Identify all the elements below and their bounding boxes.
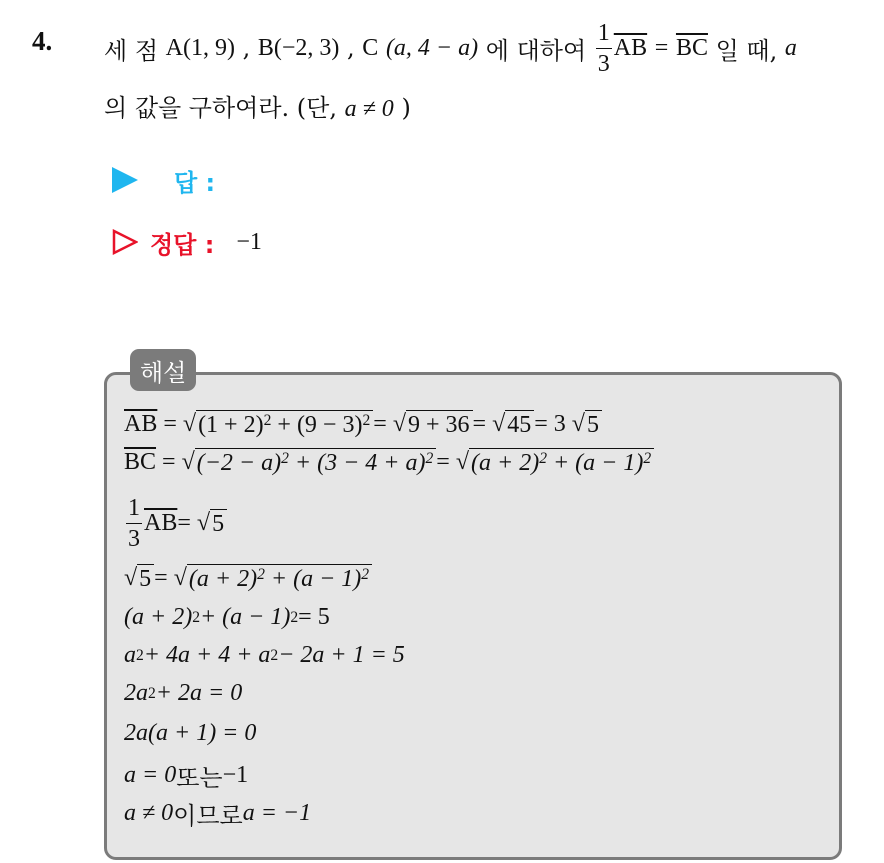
question-line-1: 세 점 A(1, 9) , B(−2, 3) , C (a, 4 − a) 에 대하여 $\frac{1}{3}$ $\overline{AB}$ = $\overline{BC}$ 일 때, a	[104, 19, 797, 77]
equals: =	[154, 564, 168, 591]
term: = 5	[298, 604, 330, 630]
sqrt-expr: 9 + 36	[406, 410, 473, 438]
term: a = 0	[124, 762, 177, 788]
equals-sign: =	[654, 34, 669, 61]
korean-therefore: 이므로	[173, 802, 243, 830]
equals: =	[472, 410, 487, 437]
sqrt-expr: 5	[210, 509, 227, 537]
solution-line-7: 2a 2 + 2a = 0	[124, 680, 243, 706]
exponent: 2	[539, 449, 547, 467]
term: (a + 2)	[471, 450, 540, 476]
point-b: B(−2, 3)	[257, 34, 340, 61]
sqrt-expr: 5	[137, 564, 154, 592]
question-number: 4.	[32, 26, 53, 56]
sqrt-expr	[469, 448, 654, 476]
term: (a + 2)	[124, 604, 193, 630]
korean-or: 또는	[176, 764, 223, 792]
condition: a ≠ 0	[344, 96, 394, 122]
term: + 2a = 0	[155, 680, 243, 706]
solution-line-4: √ 5 = √ $(a + 2)^2 + (a - 1)^2$	[124, 564, 372, 592]
solution-line-6: a 2 + 4a + 4 + a 2 − 2a + 1 = 5	[124, 642, 405, 668]
question-text-prefix: 세 점	[104, 36, 158, 65]
solution-line-2: $\overline{BC}$ = √ $(-2 - a)^2 + (3 - 4 + a)^2$ = √ $(a + 2)^2 + (a - 1)^2$	[124, 448, 654, 476]
segment-ab: $\overline{AB}$	[144, 510, 178, 536]
equals: =	[177, 510, 191, 536]
term: (9 − 3)	[296, 412, 363, 438]
equals: =	[163, 410, 177, 437]
correct-answer-row	[112, 224, 262, 260]
answer-label: 답 :	[174, 168, 216, 197]
solution-line-9	[124, 758, 248, 793]
equals: =	[436, 448, 450, 475]
outline-triangle-icon	[112, 229, 138, 255]
exponent: 2	[425, 449, 434, 467]
coefficient: = 3	[534, 410, 566, 437]
segment-ab: $\overline{AB}$	[124, 410, 158, 437]
solution-tab: 해설	[130, 349, 196, 391]
fraction-one-third	[596, 21, 612, 76]
point-a: A(1, 9)	[165, 34, 235, 61]
play-arrow-icon	[112, 167, 138, 193]
exponent: 2	[643, 449, 652, 467]
term: (a + 2)	[188, 566, 258, 592]
sqrt-expr: 45	[505, 410, 534, 438]
question-text-suffix: 일 때,	[715, 36, 778, 65]
term: + 4a + 4 + a	[143, 642, 271, 668]
term: + (a − 1)	[546, 450, 644, 476]
answer-row	[112, 162, 215, 198]
exponent: 2	[361, 565, 370, 583]
fraction-denominator: 3	[597, 50, 610, 77]
term: + (a − 1)	[199, 604, 291, 630]
exponent: 2	[281, 449, 289, 467]
term: a	[124, 642, 136, 668]
equals: =	[373, 410, 387, 437]
solution-line-1: $\overline{AB}$ = √ $(1 + 2)^2 + (9 - 3)^2$ = √ 9 + 36 = √ 45 = 3 √ 5	[124, 410, 602, 438]
segment-ab: $\overline{AB}$	[613, 34, 648, 61]
variable-a: a	[784, 34, 797, 61]
sqrt-expr	[196, 410, 373, 438]
term: a = −1	[242, 800, 312, 826]
correct-answer-value: −1	[236, 228, 262, 255]
fraction-numerator: 1	[126, 496, 142, 524]
solution-line-5: (a + 2) 2 + (a − 1) 2 = 5	[124, 604, 330, 630]
solution-line-8: 2a(a + 1) = 0	[124, 720, 257, 746]
term: (−2 − a)	[196, 450, 282, 476]
plus: +	[271, 412, 297, 438]
question-text-mid: 에 대하여	[485, 36, 587, 65]
solution-line-3: $\frac{1}{3}$ $\overline{AB}$ = √ 5	[124, 496, 227, 551]
segment-bc: $\overline{BC}$	[124, 448, 157, 475]
point-c-label: C	[362, 34, 379, 61]
term: − 2a + 1 = 5	[278, 642, 405, 668]
term: a ≠ 0	[124, 800, 174, 826]
question-line-2-text: 의 값을 구하여라. (단,	[104, 94, 337, 122]
sqrt-expr: 5	[585, 410, 602, 438]
solution-line-10	[124, 796, 311, 831]
fraction-denominator: 3	[128, 526, 140, 552]
point-c-coords: (a, 4 − a)	[385, 34, 479, 61]
equals: =	[162, 448, 176, 475]
term: 2a	[124, 680, 148, 706]
term: −1	[222, 762, 249, 788]
close-paren: )	[401, 94, 411, 122]
segment-bc: $\overline{BC}$	[675, 34, 708, 61]
exponent: 2	[362, 411, 371, 429]
term: + (a − 1)	[264, 566, 362, 592]
term: (1 + 2)	[198, 412, 264, 438]
fraction-numerator: 1	[596, 21, 612, 49]
plus: +	[288, 450, 318, 476]
sqrt-expr	[195, 448, 437, 476]
correct-answer-label: 정답 :	[150, 230, 215, 259]
question-line-2	[104, 88, 411, 123]
sqrt-expr	[187, 564, 372, 592]
exponent: 2	[257, 565, 265, 583]
fraction-one-third	[126, 496, 142, 551]
term: (3 − 4 + a)	[317, 450, 426, 476]
exponent: 2	[263, 411, 272, 429]
